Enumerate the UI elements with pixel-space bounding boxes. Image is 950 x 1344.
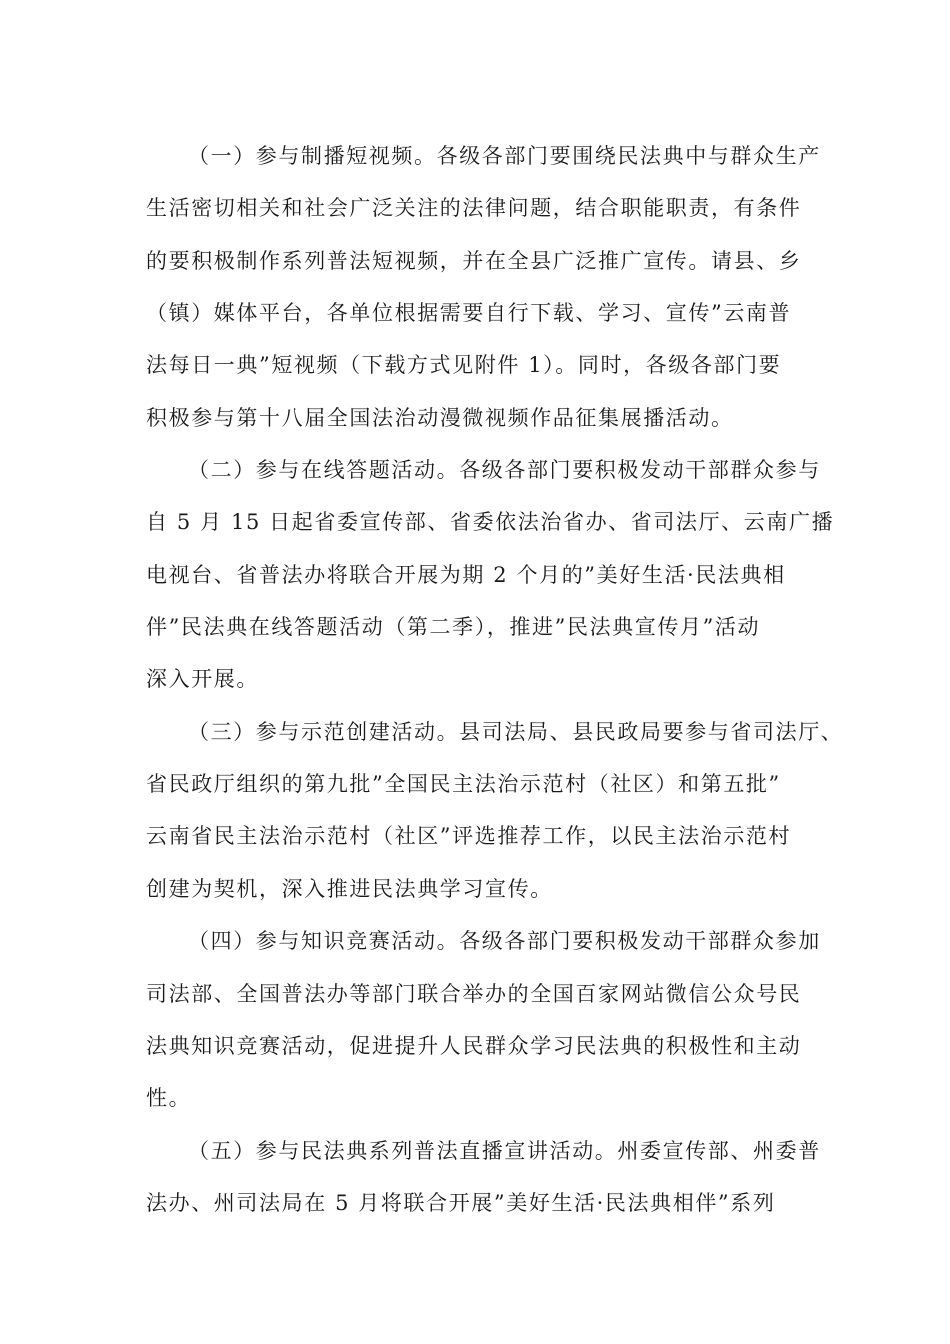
text-line: 积极参与第十八届全国法治动漫微视频作品征集展播活动。 — [146, 405, 734, 430]
text-line: （镇）媒体平台，各单位根据需要自行下载、学习、宣传”云南普 — [146, 301, 792, 326]
paragraph-section-2 — [146, 444, 835, 706]
paragraph-section-3 — [146, 706, 844, 915]
text-line: 伴”民法典在线答题活动（第二季），推进”民法典宣传月”活动 — [146, 615, 761, 640]
text-line: 法办、州司法局在 5 月将联合开展”美好生活·民法典相伴”系列 — [146, 1190, 776, 1215]
text-line: （二）参与在线答题活动。各级各部门要积极发动干部群众参与 — [188, 458, 821, 483]
text-line: 生活密切相关和社会广泛关注的法律问题，结合职能职责，有条件 — [146, 196, 802, 221]
text-line: （五）参与民法典系列普法直播宣讲活动。州委宣传部、州委普 — [188, 1138, 821, 1163]
text-line: （三）参与示范创建活动。县司法局、县民政局要参与省司法厅、 — [188, 719, 844, 744]
text-line: 省民政厅组织的第九批”全国民主法治示范村（社区）和第五批” — [146, 772, 781, 797]
text-line: （一）参与制播短视频。各级各部门要围绕民法典中与群众生产 — [188, 144, 821, 168]
text-line: 自 5 月 15 日起省委宣传部、省委依法治省办、省司法厅、云南广播 — [146, 510, 835, 535]
paragraph-section-4 — [146, 915, 822, 1124]
document-body — [146, 130, 844, 1229]
text-line: 深入开展。 — [146, 667, 259, 692]
text-line: 的要积极制作系列普法短视频，并在全县广泛推广宣传。请县、乡 — [146, 248, 802, 273]
text-line: （四）参与知识竞赛活动。各级各部门要积极发动干部群众参加 — [188, 929, 821, 954]
text-line: 司法部、全国普法办等部门联合举办的全国百家网站微信公众号民 — [146, 981, 802, 1006]
text-line: 性。 — [146, 1086, 192, 1111]
paragraph-section-5 — [146, 1125, 822, 1230]
paragraph-section-1 — [146, 130, 822, 444]
text-line: 创建为契机，深入推进民法典学习宣传。 — [146, 876, 553, 901]
text-line: 电视台、省普法办将联合开展为期 2 个月的”美好生活·民法典相 — [146, 562, 786, 587]
text-line: 法每日一典”短视频（下载方式见附件 1）。同时，各级各部门要 — [146, 353, 782, 378]
text-line: 云南省民主法治示范村（社区”评选推荐工作，以民主法治示范村 — [146, 824, 792, 849]
text-line: 法典知识竞赛活动，促进提升人民群众学习民法典的积极性和主动 — [146, 1033, 802, 1058]
